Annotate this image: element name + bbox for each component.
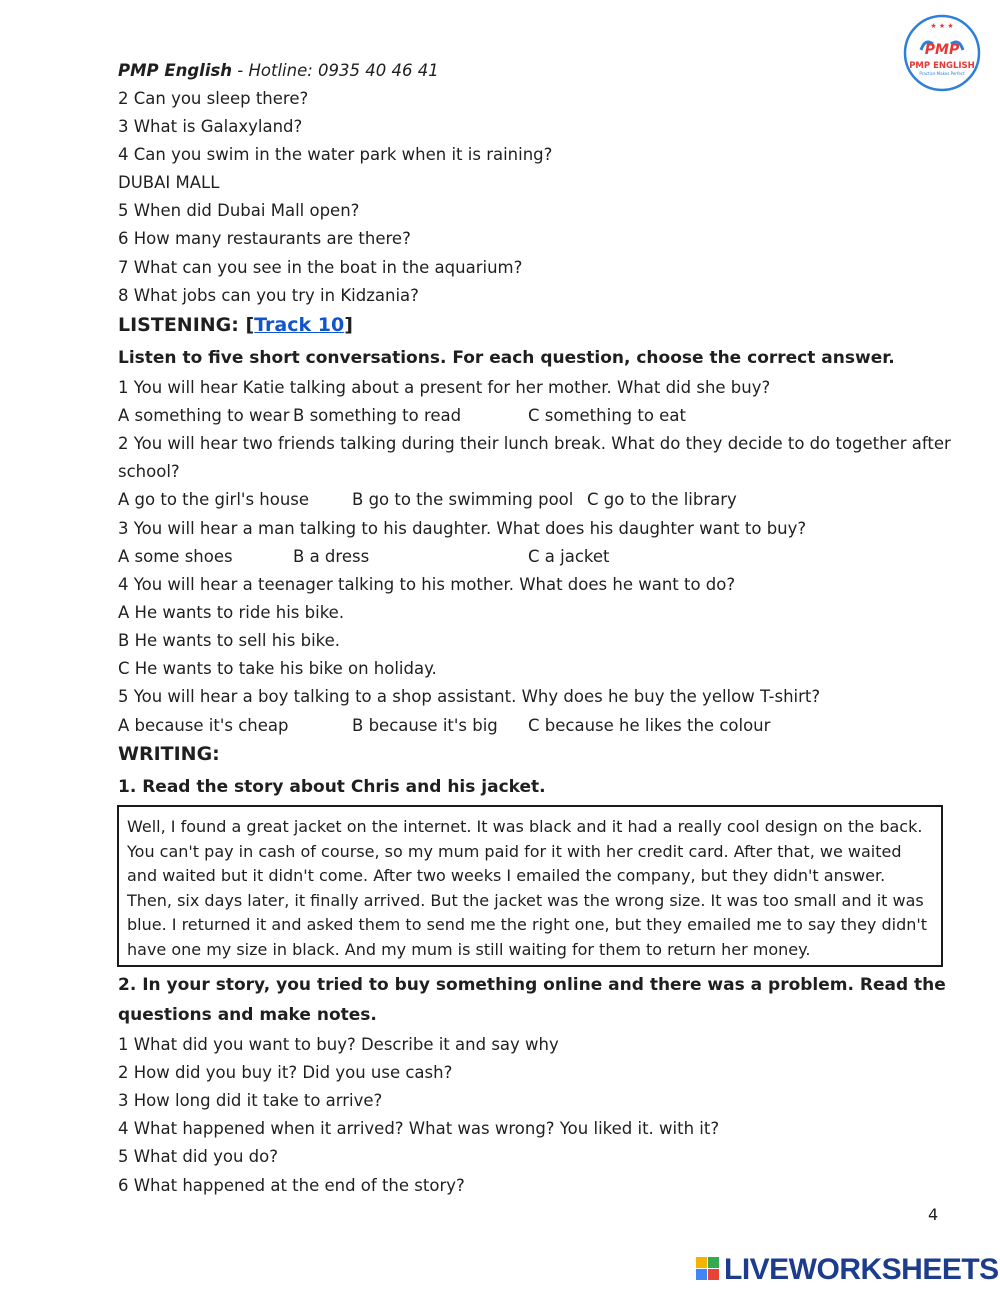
question: 8 What jobs can you try in Kidzania? [118,286,419,305]
listening-heading: LISTENING: [Track 10] [118,314,353,336]
option-b: B something to read [293,406,462,425]
option-c: C something to eat [528,406,686,425]
option-b: B because it's big [352,716,498,735]
question: 5 You will hear a boy talking to a shop assistant. Why does he buy the yellow T-shirt? [118,687,821,706]
note-question: 6 What happened at the end of the story? [118,1176,465,1195]
question: 4 You will hear a teenager talking to his mother. What does he want to do? [118,575,736,594]
note-question: 5 What did you do? [118,1147,279,1166]
option-a: A something to wear [118,406,290,425]
brand-name: PMP English [118,61,233,80]
liveworksheets-wordmark: LIVEWORKSHEETS [724,1253,999,1286]
question: 1 You will hear Katie talking about a present for her mother. What did she buy? [118,378,771,397]
question: 2 Can you sleep there? [118,89,309,108]
logo-slogan: Practice Makes Perfect [919,71,965,76]
writing-task-2: 2. In your story, you tried to buy something online and there was a problem. Read the [118,975,946,995]
hotline: - Hotline: 0935 40 46 41 [232,61,439,80]
question: 3 You will hear a man talking to his daughter. What does his daughter want to buy? [118,519,807,538]
question-continued: school? [118,462,180,481]
option-c: C He wants to take his bike on holiday. [118,659,437,678]
note-question: 1 What did you want to buy? Describe it and say why [118,1035,559,1054]
question: 4 Can you swim in the water park when it is raining? [118,145,553,164]
question: 7 What can you see in the boat in the aquarium? [118,258,523,277]
header-line [118,60,439,82]
option-a: A because it's cheap [118,716,289,735]
liveworksheets-icon [696,1257,720,1281]
pmp-english-logo [903,14,981,92]
writing-task-1: 1. Read the story about Chris and his jacket. [118,777,546,797]
option-c: C because he likes the colour [528,716,771,735]
liveworksheets-logo[interactable] [696,1253,999,1287]
question: 6 How many restaurants are there? [118,229,411,248]
note-question: 4 What happened when it arrived? What was wrong? You liked it. with it? [118,1119,720,1138]
option-a: A some shoes [118,547,233,566]
note-question: 2 How did you buy it? Did you use cash? [118,1063,453,1082]
logo-mark: PMP [924,42,960,58]
page-number: 4 [928,1205,939,1224]
option-b: B a dress [293,547,370,566]
option-c: C go to the library [587,490,737,509]
question: 2 You will hear two friends talking during their lunch break. What do they decide to do together after [118,434,951,453]
option-b: B go to the swimming pool [352,490,574,509]
question: 3 What is Galaxyland? [118,117,303,136]
svg-text:★ ★ ★: ★ ★ ★ [930,22,954,30]
option-b: B He wants to sell his bike. [118,631,341,650]
writing-task-2-continued: questions and make notes. [118,1005,377,1025]
story-box: Well, I found a great jacket on the internet. It was black and it had a really cool design on the back. You can't pay in cash of course, so my mum paid for it with her credit card. After that, we waited and waited but it didn't come. After two weeks I emailed the company, but they didn't answer. Then, six days later, it finally arrived. But the jacket was the wrong size. It was too small and it was blue. I returned it and asked them to send me the right one, but they emailed me to say they didn't have one my size in black. And my mum is still waiting for them to return her money. [117,805,943,967]
option-c: C a jacket [528,547,610,566]
writing-heading: WRITING: [118,743,220,765]
listening-instruction: Listen to five short conversations. For each question, choose the correct answer. [118,348,895,368]
logo-name: PMP ENGLISH [909,61,975,71]
option-a: A go to the girl's house [118,490,310,509]
option-a: A He wants to ride his bike. [118,603,345,622]
section-label: DUBAI MALL [118,173,220,192]
question: 5 When did Dubai Mall open? [118,201,360,220]
track-link[interactable]: Track 10 [254,314,345,336]
note-question: 3 How long did it take to arrive? [118,1091,383,1110]
